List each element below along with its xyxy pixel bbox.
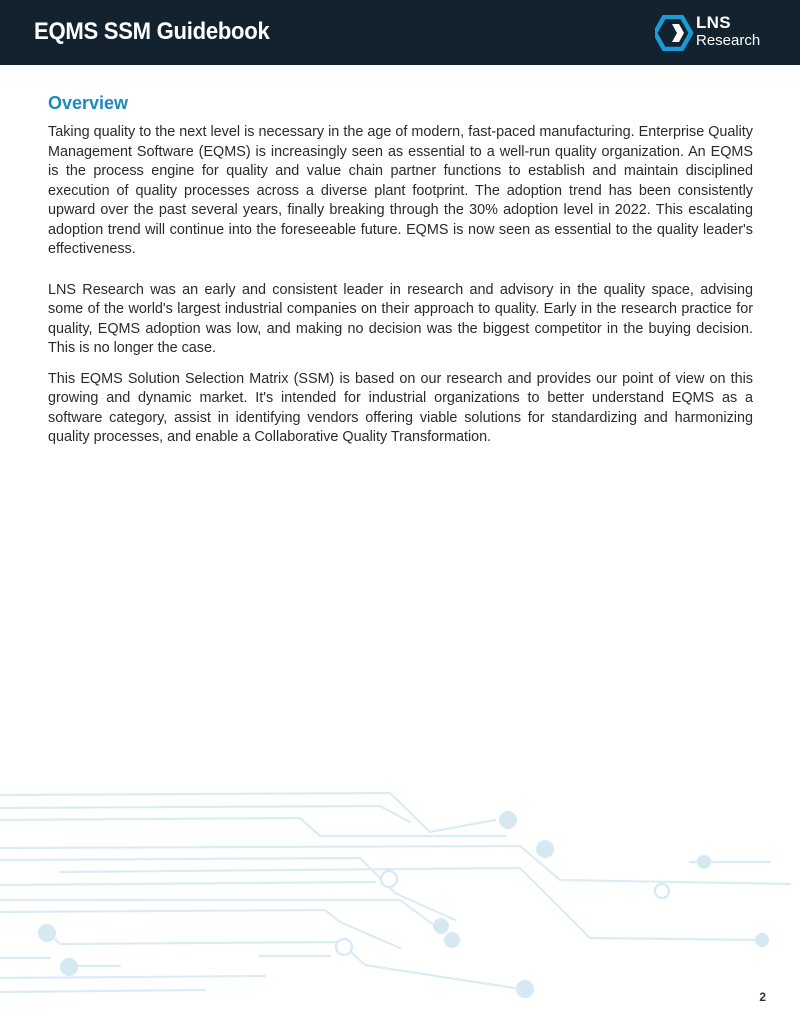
document-title: EQMS SSM Guidebook [34,18,270,45]
circuit-decoration [0,760,800,1010]
paragraph-3: This EQMS Solution Selection Matrix (SSM) is based on our research and provides our point of view on this growing and dynamic market. It's intended for industrial organizations to better understand EQMS as a software category, assist in identifying vendors offering viable solutions for standardizing and harmonizing quality processes, and enable a Collaborative Quality Transformation. [48,370,753,445]
paragraph-1: Taking quality to the next level is necessary in the age of modern, fast-paced manufacturing. Enterprise Quality Management Software (EQMS) is increasingly seen as essential to a well-run quality organization. An EQMS is the process engine for quality and value chain partner functions to establish and maintain disciplined execution of quality processes across a diverse plant footprint. The adoption trend has been consistently upward over the past several years, finally breaking through the 30% adoption level in 2022. This escalating adoption trend will continue into the foreseeable future. EQMS is now seen as essential to the quality leader's effectiveness. [48,124,753,257]
overview-section [48,92,753,448]
logo-brand-text: LNS [696,13,731,32]
page-number: 2 [759,990,766,1004]
header-bar [0,0,800,65]
paragraph-2: LNS Research was an early and consistent leader in research and advisory in the quality space, advising some of the world's largest industrial companies on their approach to quality. Early in the research practice for quality, EQMS adoption was low, and making no decision was the biggest competitor in the buying decision. This is no longer the case. [48,281,753,356]
logo-sub-text: Research [696,32,761,49]
lns-research-logo [655,14,785,52]
section-heading: Overview [48,93,129,113]
lns-logo-icon [655,15,693,51]
